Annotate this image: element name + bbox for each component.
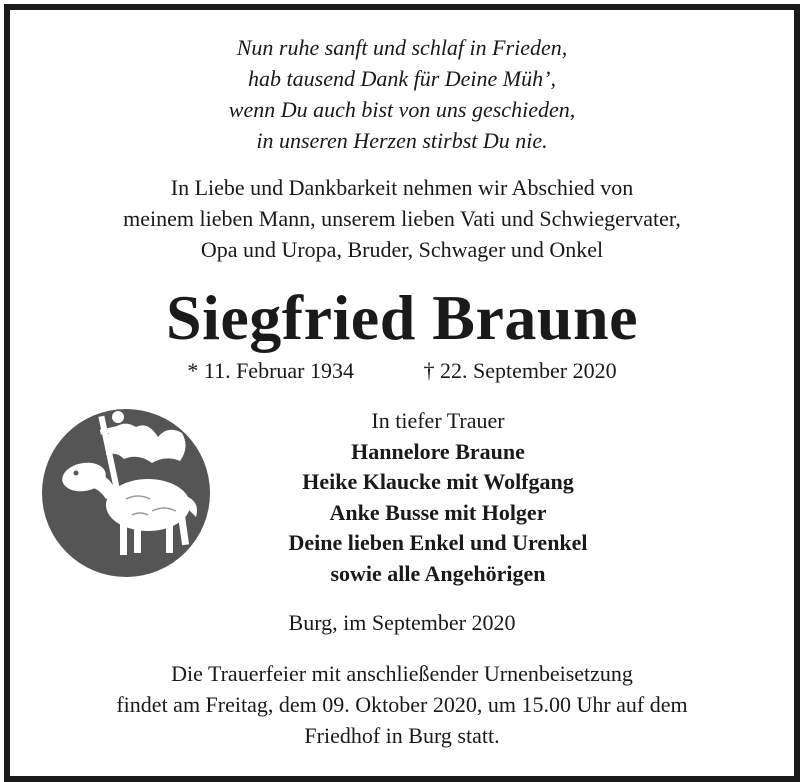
mourners-heading: In tiefer Trauer [371, 408, 505, 433]
funeral-line: findet am Freitag, dem 09. Oktober 2020, um 15.00 Uhr auf dem [116, 692, 688, 717]
birth-date: * 11. Februar 1934 [187, 358, 354, 383]
poem-line: hab tausend Dank für Deine Müh’, [248, 66, 556, 91]
funeral-line: Die Trauerfeier mit anschließender Urnenbeisetzung [171, 661, 633, 686]
intro-line: Opa und Uropa, Bruder, Schwager und Onkel [200, 237, 604, 262]
intro-line: In Liebe und Dankbarkeit nehmen wir Abschied von [170, 175, 634, 200]
poem-line: Nun ruhe sanft und schlaf in Frieden, [236, 35, 568, 60]
obituary-notice [4, 4, 800, 782]
mourner-name: Deine lieben Enkel und Urenkel [288, 530, 588, 555]
mourner-name: Hannelore Braune [351, 438, 525, 464]
mourner-name: Anke Busse mit Holger [329, 499, 547, 525]
funeral-info [10, 658, 794, 751]
life-dates [10, 356, 794, 386]
death-date: † 22. September 2020 [423, 358, 617, 383]
mourner-name: Heike Klaucke mit Wolfgang [302, 469, 574, 494]
mourners-list [150, 406, 726, 589]
poem-line: wenn Du auch bist von uns geschieden, [228, 97, 576, 122]
mourner-name: sowie alle Angehörigen [330, 560, 546, 586]
funeral-line: Friedhof in Burg statt. [304, 723, 500, 748]
poem-verse [10, 32, 794, 156]
deceased-name: Siegfried Braune [166, 282, 638, 353]
intro-text [10, 172, 794, 265]
poem-line: in unseren Herzen stirbst Du nie. [256, 128, 548, 153]
place-date: Burg, im September 2020 [288, 610, 516, 635]
intro-line: meinem lieben Mann, unserem lieben Vati und Schwiegervater, [123, 206, 681, 231]
